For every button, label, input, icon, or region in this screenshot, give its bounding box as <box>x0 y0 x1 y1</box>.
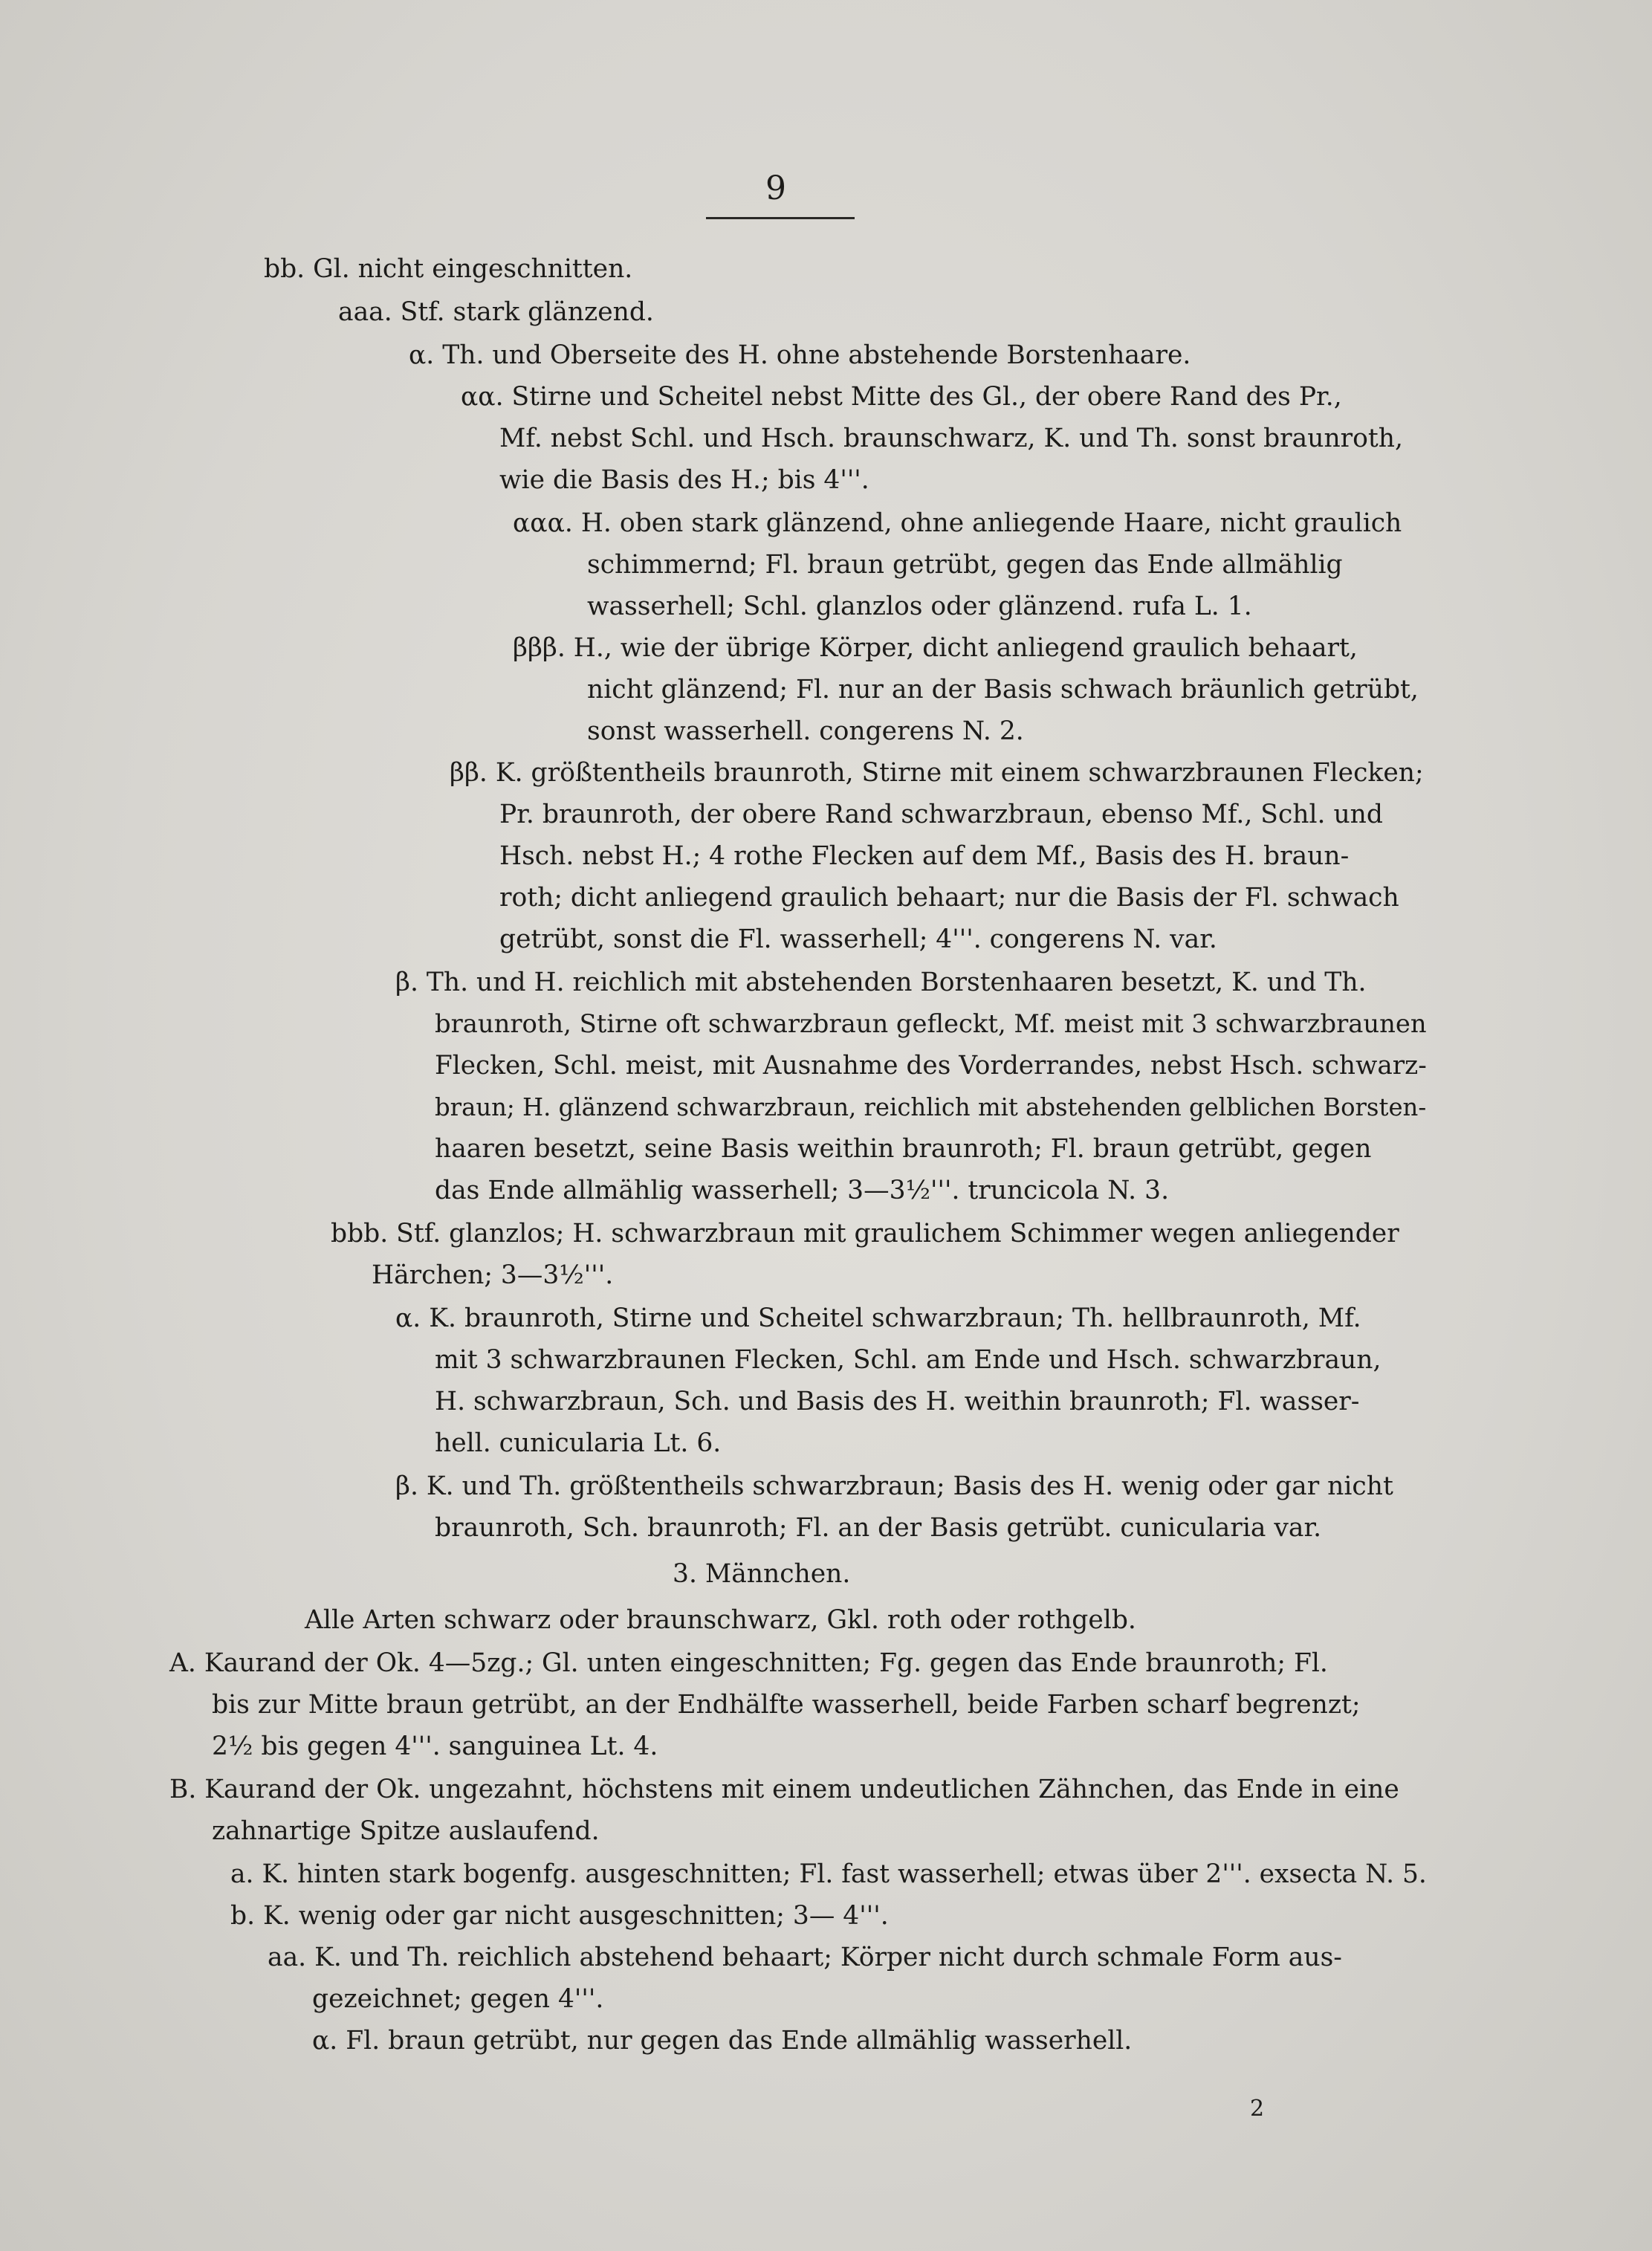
text-line: Härchen; 3—3½'''. <box>372 1260 614 1290</box>
text-line: bis zur Mitte braun getrübt, an der Endhälfte wasserhell, beide Farben scharf begrenzt; <box>212 1690 1361 1720</box>
text-line: sonst wasserhell. congerens N. 2. <box>587 716 1024 746</box>
text-line: Alle Arten schwarz oder braunschwarz, Gkl. roth oder rothgelb. <box>305 1605 1136 1635</box>
text-line: getrübt, sonst die Fl. wasserhell; 4'''. congerens N. var. <box>499 924 1217 954</box>
text-line: α. Th. und Oberseite des H. ohne abstehende Borstenhaare. <box>409 340 1191 370</box>
text-line: α. K. braunroth, Stirne und Scheitel schwarzbraun; Th. hellbraunroth, Mf. <box>395 1303 1361 1333</box>
header-rule <box>706 217 855 219</box>
text-line: aa. K. und Th. reichlich abstehend behaart; Körper nicht durch schmale Form aus- <box>268 1943 1342 1972</box>
text-line: wie die Basis des H.; bis 4'''. <box>499 465 869 495</box>
text-line: wasserhell; Schl. glanzlos oder glänzend. rufa L. 1. <box>587 592 1252 621</box>
text-line: gezeichnet; gegen 4'''. <box>312 1984 604 2014</box>
text-line: aaa. Stf. stark glänzend. <box>338 297 654 327</box>
text-line: haaren besetzt, seine Basis weithin braunroth; Fl. braun getrübt, gegen <box>435 1134 1372 1164</box>
text-line: A. Kaurand der Ok. 4—5zg.; Gl. unten eingeschnitten; Fg. gegen das Ende braunroth; Fl. <box>169 1648 1328 1678</box>
text-line: 2½ bis gegen 4'''. sanguinea Lt. 4. <box>212 1732 658 1761</box>
text-line: αα. Stirne und Scheitel nebst Mitte des Gl., der obere Rand des Pr., <box>461 382 1342 412</box>
text-line: bb. Gl. nicht eingeschnitten. <box>264 254 633 284</box>
text-line: Hsch. nebst H.; 4 rothe Flecken auf dem Mf., Basis des H. braun- <box>499 841 1350 871</box>
text-line: H. schwarzbraun, Sch. und Basis des H. weithin braunroth; Fl. wasser- <box>435 1387 1360 1416</box>
text-line: Pr. braunroth, der obere Rand schwarzbraun, ebenso Mf., Schl. und <box>499 800 1383 829</box>
text-line: roth; dicht anliegend graulich behaart; nur die Basis der Fl. schwach <box>499 883 1399 913</box>
section-heading: 3. Männchen. <box>673 1559 851 1589</box>
text-line: braunroth, Stirne oft schwarzbraun gefleckt, Mf. meist mit 3 schwarzbraunen <box>435 1009 1427 1038</box>
text-line: zahnartige Spitze auslaufend. <box>212 1816 600 1846</box>
text-line: a. K. hinten stark bogenfg. ausgeschnitten; Fl. fast wasserhell; etwas über 2'''. exsecta N. 5. <box>230 1859 1427 1889</box>
text-line: bbb. Stf. glanzlos; H. schwarzbraun mit graulichem Schimmer wegen anliegender <box>331 1219 1399 1248</box>
text-line: das Ende allmählig wasserhell; 3—3½'''. truncicola N. 3. <box>435 1176 1170 1205</box>
text-line: β. K. und Th. größtentheils schwarzbraun; Basis des H. wenig oder gar nicht <box>395 1471 1393 1501</box>
text-line: hell. cunicularia Lt. 6. <box>435 1428 722 1458</box>
text-line: ββ. K. größtentheils braunroth, Stirne mit einem schwarzbraunen Flecken; <box>450 758 1424 788</box>
text-line: Mf. nebst Schl. und Hsch. braunschwarz, K. und Th. sonst braunroth, <box>499 424 1403 453</box>
text-line: Flecken, Schl. meist, mit Ausnahme des Vorderrandes, nebst Hsch. schwarz- <box>435 1051 1427 1081</box>
text-line: α. Fl. braun getrübt, nur gegen das Ende allmählig wasserhell. <box>312 2026 1133 2056</box>
text-line: mit 3 schwarzbraunen Flecken, Schl. am Ende und Hsch. schwarzbraun, <box>435 1345 1381 1375</box>
text-line: nicht glänzend; Fl. nur an der Basis schwach bräunlich getrübt, <box>587 675 1419 705</box>
signature-mark: 2 <box>1250 2096 1265 2122</box>
page-number: 9 <box>765 169 786 207</box>
text-line: braunroth, Sch. braunroth; Fl. an der Basis getrübt. cunicularia var. <box>435 1513 1322 1543</box>
text-line: B. Kaurand der Ok. ungezahnt, höchstens mit einem undeutlichen Zähnchen, das Ende in eine <box>169 1775 1399 1804</box>
text-line: β. Th. und H. reichlich mit abstehenden Borstenhaaren besetzt, K. und Th. <box>395 968 1367 997</box>
text-line: braun; H. glänzend schwarzbraun, reichlich mit abstehenden gelblichen Borsten- <box>435 1093 1427 1121</box>
text-line: b. K. wenig oder gar nicht ausgeschnitten; 3— 4'''. <box>230 1901 889 1931</box>
text-line: ααα. H. oben stark glänzend, ohne anliegende Haare, nicht graulich <box>513 508 1402 538</box>
text-line: schimmernd; Fl. braun getrübt, gegen das Ende allmählig <box>587 550 1343 580</box>
text-line: βββ. H., wie der übrige Körper, dicht anliegend graulich behaart, <box>513 633 1358 663</box>
